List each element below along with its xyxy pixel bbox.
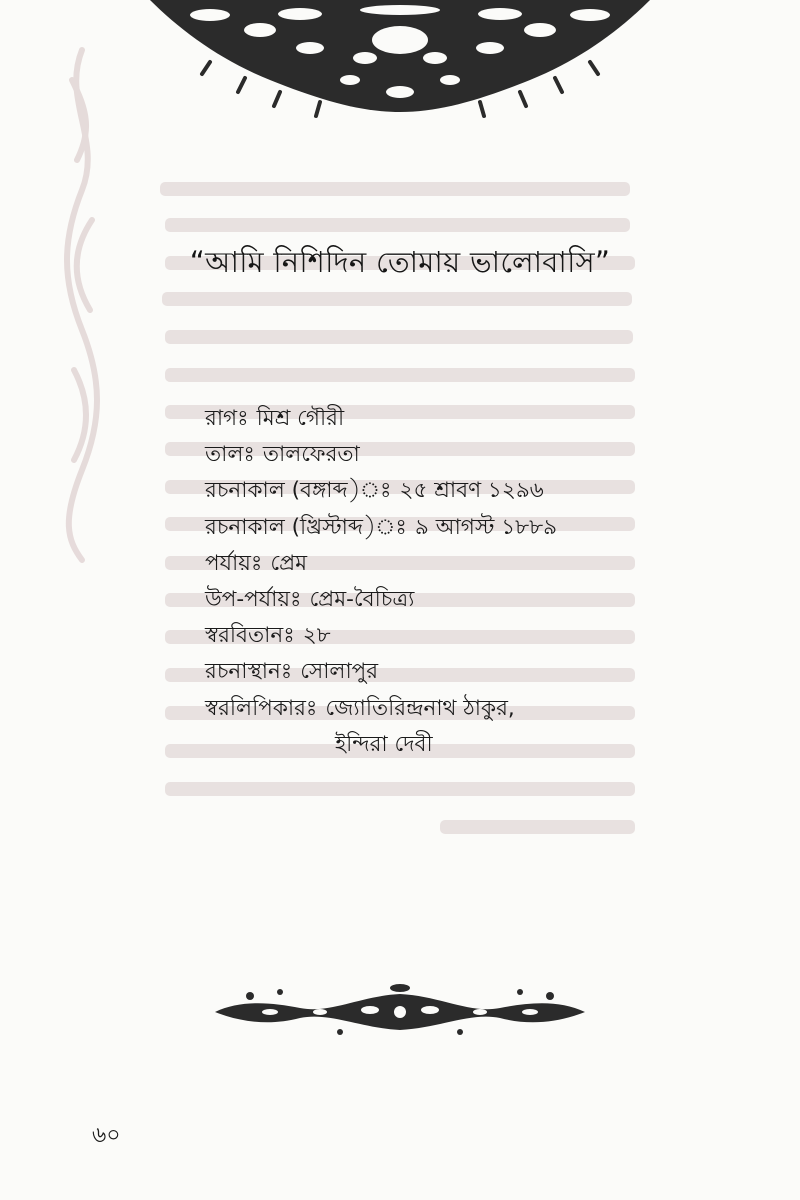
detail-value: ২৫ শ্রাবণ ১২৯৬ [399,478,544,504]
detail-value: প্রেম [270,550,308,576]
detail-label: পর্যায় [205,550,263,576]
detail-separator [249,406,257,431]
detail-paryay [205,546,675,582]
page-number: ৬০ [92,1123,121,1148]
detail-label: তাল [205,442,255,468]
detail-label: রচনাস্থান [205,659,293,685]
detail-label: উপ-পর্যায় [205,586,302,612]
detail-label: রচনাকাল (বঙ্গাব্দ) [205,478,392,504]
detail-value: প্রেম-বৈচিত্র্য [309,586,415,612]
detail-notation-by-continued: ইন্দিরা দেবী [335,731,433,757]
detail-swarabitan [205,618,675,654]
detail-value: তালফেরতা [262,442,360,468]
detail-sub-paryay [205,582,675,618]
detail-separator [255,442,263,467]
detail-place [205,654,675,690]
detail-tala [205,437,675,473]
detail-raga [205,401,675,437]
song-title: “আমি নিশিদিন তোমায় ভালোবাসি” [189,245,611,279]
detail-label: রাগ [205,406,249,431]
detail-label: রচনাকাল (খ্রিস্টাব্দ) [205,514,407,540]
detail-value: মিশ্র গৌরী [256,406,345,431]
detail-composed-christian-year [205,510,675,546]
detail-label: স্বরলিপিকার [205,695,318,721]
detail-notation-by [205,691,675,727]
left-border-ornament [52,40,112,570]
detail-value: ৯ আগস্ট ১৮৮৯ [414,514,558,540]
detail-value: ২৮ [302,623,331,649]
song-details [205,401,675,763]
detail-value: সোলাপুর [300,659,379,685]
detail-label: স্বরবিতান [205,623,295,649]
bottom-ornament [210,982,590,1038]
top-ornament [150,0,650,120]
detail-composed-bengali-year [205,473,675,509]
detail-separator [295,623,303,648]
detail-separator [407,515,415,540]
detail-value: জ্যোতিরিন্দ্রনাথ ঠাকুর, [325,695,515,721]
